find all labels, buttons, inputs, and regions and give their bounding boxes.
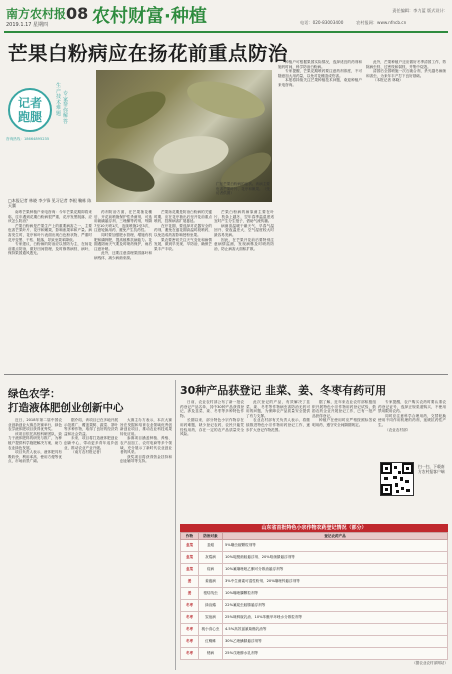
logo-text-2: 跑腿 bbox=[17, 110, 42, 124]
header-product: 登记农药产品 bbox=[223, 533, 448, 540]
paragraph: 获奖项目将获得资金扶持和创业辅导等支持。 bbox=[120, 454, 172, 464]
paper-name: 南方农村报 bbox=[6, 7, 67, 21]
register-col-1 bbox=[180, 400, 244, 522]
register-col-2 bbox=[246, 400, 310, 522]
cell-target: 疫病 bbox=[199, 564, 223, 576]
paragraph: 清园后全园喷施一次石硫合剂，杀灭越冬病菌和害虫，为来年丰产打下良好基础。 bbox=[366, 69, 446, 78]
cell-target: 桃小食心虫 bbox=[199, 624, 223, 636]
register-col-3 bbox=[312, 400, 376, 522]
table-row bbox=[181, 552, 448, 564]
cell-product: 22%氟啶虫胺腈悬浮剂等 bbox=[223, 600, 448, 612]
main-headline: 芒果白粉病应在扬花前重点防治 bbox=[8, 42, 289, 65]
main-col-2 bbox=[94, 210, 152, 370]
table-title: 山东省首批特色小宗作物农药登记情况（部分） bbox=[180, 524, 448, 532]
logo-side-2: 专家帮你解答 bbox=[63, 91, 69, 125]
paragraph: 项目负责人表示，液体肥具有吸收快、利用率高、使用方便等优点，市场前景广阔。 bbox=[8, 450, 62, 464]
contact-line bbox=[300, 20, 448, 26]
cell-product: 10%啶酰菌胺悬浮剂、20%咯菌腈悬浮剂等 bbox=[223, 552, 448, 564]
cell-target: 红蜘蛛 bbox=[199, 636, 223, 648]
reporter-logo bbox=[6, 80, 70, 164]
paragraph: 农业农村部有关负责人表示，将继续推进特色小宗作物用药登记工作，逐步扩大登记作物范围。 bbox=[246, 418, 310, 432]
section-divider bbox=[4, 374, 448, 375]
cell-crop: 韭菜 bbox=[181, 564, 199, 576]
cell-target: 韭蛆 bbox=[199, 540, 223, 552]
left-col-1 bbox=[8, 418, 62, 670]
logo-side-1: 生产技术难题 bbox=[56, 83, 62, 117]
table-header-row bbox=[181, 533, 448, 540]
paragraph: （本报记者 林晓） bbox=[373, 78, 403, 83]
byline: □本报记者 林晓 李少锋 见习记者 李根 鞠栋 陈天翼 bbox=[8, 198, 92, 208]
pesticide-table bbox=[180, 524, 448, 666]
paragraph: 近日，2018年第二届中国农业创新创业大赛总决赛举行，绿色农学液体肥项目获得优秀奖。 bbox=[8, 418, 62, 432]
paragraph: 此外，芒果种植户还应做好冬季清园工作，剪除病虫枝、过密枝和弱枝，并集中烧毁。 bbox=[366, 60, 446, 69]
table-row bbox=[181, 564, 448, 576]
paragraph: 日前，农业农村部公布了新一批农药登记产品名单，其中30种产品获得登记，涉及韭菜、姜、冬枣等多种特色作物。 bbox=[180, 400, 244, 418]
logo-phone: 咨询热线：18664895235 bbox=[6, 137, 50, 141]
logo-text-1: 记者 bbox=[17, 96, 42, 110]
cell-crop: 冬枣 bbox=[181, 600, 199, 612]
vertical-divider bbox=[175, 380, 176, 670]
table-source: （据农业农村部网站） bbox=[412, 661, 448, 665]
paragraph: 在开花期，要选择对花器安全的药剂，避免在盛花期高温时段喷药，以免造成药害影响授粉坐果。 bbox=[154, 223, 212, 237]
header-crop: 作物 bbox=[181, 533, 199, 540]
table-row bbox=[181, 600, 448, 612]
qr-caption: 扫一扫，下载南方农村报客户端 bbox=[418, 464, 445, 474]
issue-date: 2019.1.17 星期四 bbox=[6, 22, 49, 28]
editor-line: 责任编辑：李力蓝 版式设计： bbox=[392, 8, 448, 13]
cell-crop: 姜 bbox=[181, 588, 199, 600]
masthead bbox=[0, 0, 452, 38]
paragraph: 同时应注意科学合理用药，交替轮换使用不同作用机理的药剂，延缓抗药性产生。 bbox=[378, 413, 446, 427]
table-row bbox=[181, 576, 448, 588]
paragraph: 芒果白粉病是芒果生产上的重要病害之一，主要危害芒果叶片、花序和嫩果，影响座果率和产量。病害发生时，花序和叶片表面出现白色粉状物，严重时花序变黑、干枯、脱落，导致坐果率降低。 bbox=[8, 223, 92, 242]
paragraph: 本报将持续关注芒果种植技术问题，欢迎种植户来电咨询。 bbox=[278, 78, 362, 87]
section-title: 农村财富·种植 bbox=[92, 6, 207, 27]
main-col-5 bbox=[278, 60, 362, 370]
paragraph: 大赛主办方表示，本次大赛旨在发掘和培育农业领域优秀创新创业项目，推动农业科技成果转化应用。 bbox=[120, 418, 172, 436]
table-row bbox=[181, 648, 448, 660]
paragraph: 长期以来，部分特色小宗作物存在用药难题，缺少登记农药，农民只能凭经验用药，存在一定的农产品质量安全风险。 bbox=[180, 418, 244, 437]
left-col-2 bbox=[64, 418, 118, 670]
paragraph: 同时要加强肥水管理，增施有机肥和磷钾肥，提高植株抗病能力。花期遇阴雨天气要及时喷药保护，雨后注意补喷。 bbox=[94, 232, 152, 251]
paragraph: 专家建议，白粉病的防治应以预防为主，在扬花前重点防治，做好田间管理，及时修剪病枝、病叶，保持果园通风透光。 bbox=[8, 242, 92, 256]
cell-product: 25%戊唑醇水乳剂等 bbox=[223, 648, 448, 660]
paragraph: 专家提醒，芒果花期喷药要注意药剂浓度，不可随意加大用药量，以免对花穗造成伤害。 bbox=[278, 69, 362, 78]
paragraph: （农业农村部） bbox=[385, 427, 411, 432]
table-row bbox=[181, 588, 448, 600]
cell-crop: 姜 bbox=[181, 576, 199, 588]
cell-crop: 冬枣 bbox=[181, 612, 199, 624]
paragraph: 专家提醒，农户购买农药时要认准农药登记证号，选择正规渠道购买，不使用禁用限用农药。 bbox=[378, 400, 446, 414]
paragraph: 种植户可根据果园实际情况，选择适宜的药剂和施药时间，科学防治白粉病。 bbox=[278, 60, 362, 69]
main-col-3 bbox=[154, 210, 212, 370]
cell-target: 炭疽病 bbox=[199, 612, 223, 624]
photo-caption: 广东芒果白粉病的症状。该病主要危害芒果叶片、花序和嫩果。（受访者供图） bbox=[216, 182, 270, 196]
left-col-3 bbox=[120, 418, 172, 670]
cell-target: 灰霉病 bbox=[199, 552, 223, 564]
website: 农村报网：www.nfncb.cn bbox=[356, 20, 407, 25]
paragraph: 未来，项目将打造液体肥创业创新中心，带动更多青年返乡创业，推动农业产业升级。 bbox=[64, 436, 118, 450]
table-row bbox=[181, 540, 448, 552]
page-number: 08 bbox=[66, 4, 89, 23]
table-row bbox=[181, 636, 448, 648]
paragraph: 果农要密切关注天气变化和病情发展，做到早发现、早防治，确保芒果丰产丰收。 bbox=[154, 237, 212, 251]
paragraph: 病菌喜温暖干燥天气，早春气温回升、昼夜温差大、空气湿度较大时最容易发病。 bbox=[214, 223, 274, 237]
paragraph: 芒果扬花期是防治白粉病的关键时期，应在花序抽出后至开花前重点喷药，控制病害扩展蔓延。 bbox=[154, 210, 212, 224]
paragraph: 种植户在使用时应严格按照标签说明用药，遵守安全间隔期规定。 bbox=[312, 418, 376, 427]
cell-product: 10%氟噻唑吡乙酮可分散油悬浮剂等 bbox=[223, 564, 448, 576]
paragraph: 该项目依托高校科研团队，致力于液体肥料的研发与推广，为种植户提供科学施肥解决方案，助力农业绿色发展。 bbox=[8, 431, 62, 450]
paragraph: 据了解，近年来农业农村部积极组织开展特色小宗作物用药登记试验，鼓励农药企业开展登记工作，已有一批产品获得登记。 bbox=[312, 400, 376, 418]
left-headline-2: 打造液体肥创业创新中心 bbox=[8, 402, 124, 414]
table-row bbox=[181, 624, 448, 636]
paragraph: （南方农村报记者） bbox=[71, 450, 104, 455]
cell-target: 姜瘟病 bbox=[199, 576, 223, 588]
qr-code bbox=[380, 462, 414, 496]
main-col-6 bbox=[366, 60, 446, 370]
cell-crop: 韭菜 bbox=[181, 552, 199, 564]
qr-pattern bbox=[381, 463, 413, 495]
cell-crop: 韭菜 bbox=[181, 540, 199, 552]
cell-crop: 冬枣 bbox=[181, 636, 199, 648]
paragraph: 因此，在芒果开花前后要特别注意病情监测，发现病株及时喷药防治，防止病害大面积扩散。 bbox=[214, 237, 274, 251]
register-col-4 bbox=[378, 400, 446, 460]
paragraph: 芒果白粉病的病原菌主要在叶片、枝条上越冬，翌年春季温湿度适宜时产生分生孢子，借助气流传播。 bbox=[214, 210, 274, 224]
header-target: 防治对象 bbox=[199, 533, 223, 540]
cell-product: 10%噻唑膦颗粒剂等 bbox=[223, 588, 448, 600]
phone-number: 电话：020-83003400 bbox=[300, 20, 344, 25]
cell-target: 绿盲蝽 bbox=[199, 600, 223, 612]
main-col-4 bbox=[214, 210, 274, 370]
paragraph: 此次登记的产品，有效解决了韭菜、姜、冬枣等作物病虫害防治无药可用的问题，为保障农产品质量安全提供了有力支撑。 bbox=[246, 400, 310, 418]
cell-product: 25%咪鲜胺乳油、10%苯醚甲环唑水分散粒剂等 bbox=[223, 612, 448, 624]
paragraph: 药剂防治方面，在芒果抽花穗后、开花前喷施保护性杀菌剂，可选用硫磺悬浮剂、三唑酮等药剂，每隔7至10天喷1次，连续喷施2至3次，注意轮换用药，避免产生抗药性。 bbox=[94, 210, 152, 233]
main-col-1 bbox=[8, 210, 92, 370]
cell-target: 锈病 bbox=[199, 648, 223, 660]
register-headline: 30种产品获登记 韭菜、姜、冬枣有药可用 bbox=[180, 384, 387, 397]
cell-product: 4.5%高效氯氰菊酯乳油等 bbox=[223, 624, 448, 636]
masthead-rule bbox=[4, 31, 448, 33]
paragraph: 南粤芒果种植户来电咨询：今年芒果花期即将来临，往年遇到花期白粉病很严重，花序发黑脱落，应该怎么防治？ bbox=[8, 210, 92, 224]
paragraph: 此外，还要注意清理果园落叶和病残体，减少病菌来源。 bbox=[94, 251, 152, 260]
cell-product: 5%噻虫胺颗粒剂等 bbox=[223, 540, 448, 552]
cell-crop: 冬枣 bbox=[181, 648, 199, 660]
cell-crop: 冬枣 bbox=[181, 624, 199, 636]
table-row bbox=[181, 612, 448, 624]
paragraph: 参赛项目涵盖种植、养殖、农产品加工、农村电商等多个领域，充分展示了新时代农业创业者的风采。 bbox=[120, 436, 172, 455]
cell-product: 3%中生菌素可湿性粉剂、20%噻唑锌悬浮剂等 bbox=[223, 576, 448, 588]
table-body bbox=[180, 532, 448, 660]
cell-target: 根结线虫 bbox=[199, 588, 223, 600]
left-headline-1: 绿色农学： bbox=[8, 388, 61, 400]
cell-product: 30%乙唑螨腈悬浮剂等 bbox=[223, 636, 448, 648]
paragraph: 据介绍，该项目已在多地开展示范推广，覆盖果树、蔬菜、茶叶等多种作物，取得了良好的经济效益和社会效益。 bbox=[64, 418, 118, 436]
